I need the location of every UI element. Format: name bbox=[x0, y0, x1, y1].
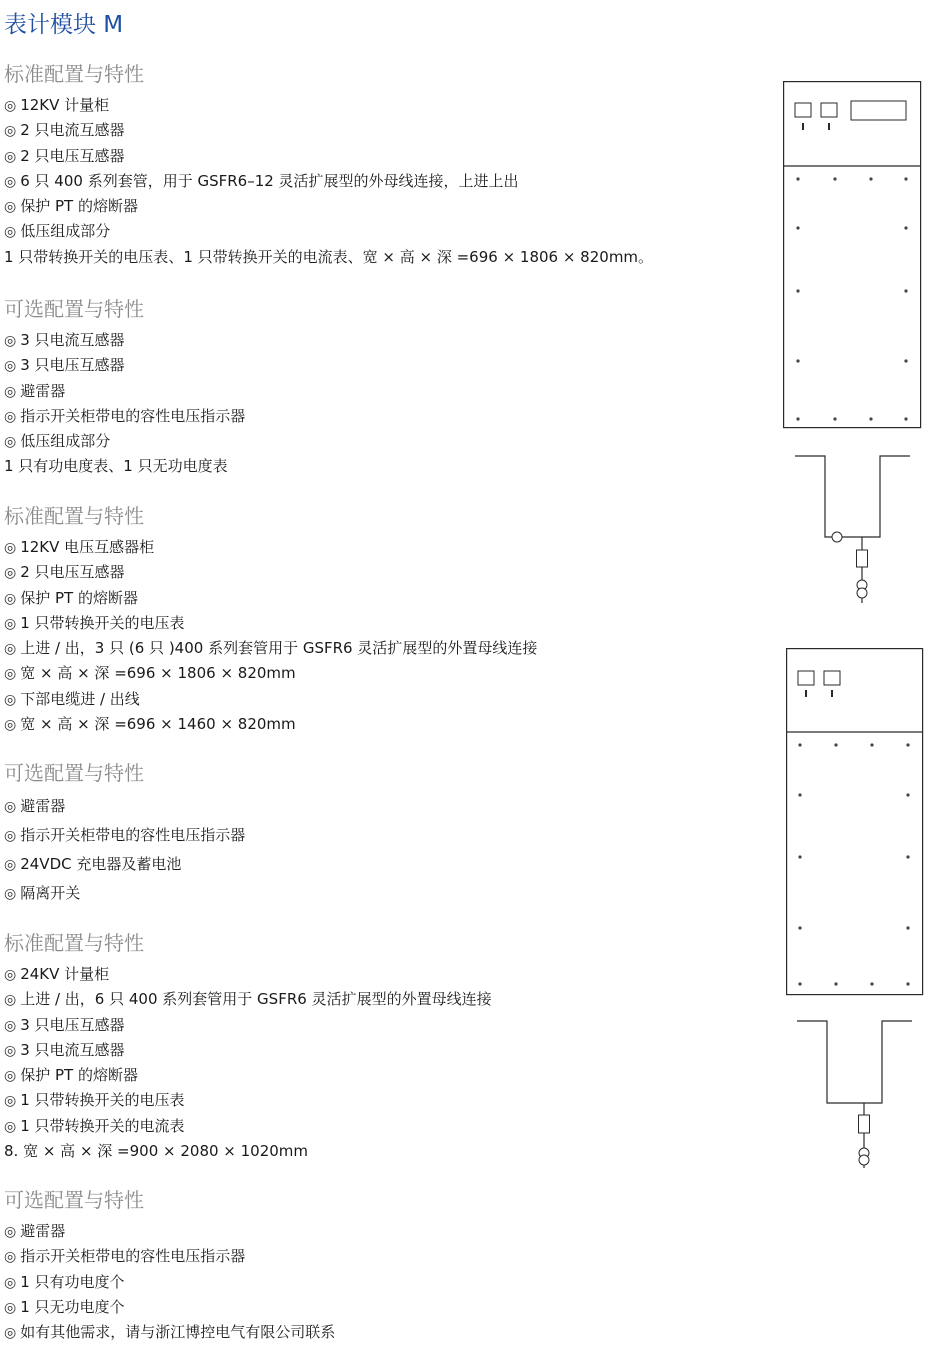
bullet-icon: ◎ bbox=[4, 98, 17, 114]
bullet-icon: ◎ bbox=[4, 1118, 17, 1135]
spec-item-text: 宽 × 高 × 深 =696 × 1806 × 820mm bbox=[20, 664, 296, 683]
bullet-icon: ◎ bbox=[4, 828, 17, 844]
spec-item-text: 下部电缆进 / 出线 bbox=[20, 689, 140, 708]
bullet-icon: ◎ bbox=[4, 1325, 17, 1342]
spec-item bbox=[4, 1295, 770, 1320]
spec-item bbox=[4, 1320, 770, 1345]
bullet-icon: ◎ bbox=[4, 123, 17, 140]
bullet-icon: ◎ bbox=[4, 565, 17, 582]
spec-list bbox=[4, 328, 770, 480]
bullet-icon: ◎ bbox=[4, 857, 17, 873]
spec-list bbox=[4, 93, 770, 270]
spec-section bbox=[0, 501, 770, 737]
spec-item-text: 1 只无功电度个 bbox=[20, 1297, 125, 1316]
spec-list bbox=[4, 792, 770, 908]
spec-list bbox=[4, 535, 770, 737]
spec-item-text: 隔离开关 bbox=[20, 884, 81, 902]
spec-item-text: 指示开关柜带电的容性电压指示器 bbox=[20, 406, 246, 425]
bullet-icon: ◎ bbox=[4, 590, 17, 607]
spec-item bbox=[4, 1038, 770, 1063]
spec-item bbox=[4, 1013, 770, 1038]
spec-item-text: 上进 / 出，6 只 400 系列套管用于 GSFR6 灵活扩展型的外置母线连接 bbox=[20, 990, 492, 1009]
page-title: 表计模块 M bbox=[4, 12, 124, 38]
spec-section bbox=[0, 1185, 770, 1345]
spec-item-text: 12KV 计量柜 bbox=[20, 96, 110, 114]
spec-item bbox=[4, 712, 770, 737]
section-heading: 标准配置与特性 bbox=[4, 931, 144, 955]
spec-item-text: 避雷器 bbox=[20, 797, 66, 815]
spec-item-text: 1 只带转换开关的电压表、1 只带转换开关的电流表、宽 × 高 × 深 =696 × 1806 × 820mm。 bbox=[4, 247, 654, 266]
spec-item-text: 1 只带转换开关的电压表 bbox=[20, 1091, 185, 1110]
spec-item bbox=[4, 429, 770, 454]
spec-item-text: 2 只电压互感器 bbox=[20, 146, 125, 165]
spec-item bbox=[4, 118, 770, 143]
bullet-icon: ◎ bbox=[4, 383, 17, 400]
cabinet-front-view-1 bbox=[783, 81, 923, 429]
spec-item-text: 6 只 400 系列套管，用于 GSFR6–12 灵活扩展型的外母线连接，上进上出 bbox=[20, 171, 519, 190]
spec-item-text: 12KV 电压互感器柜 bbox=[20, 538, 155, 556]
spec-item-text: 避雷器 bbox=[20, 381, 66, 400]
section-heading: 标准配置与特性 bbox=[4, 504, 144, 528]
bullet-icon: ◎ bbox=[4, 992, 17, 1009]
spec-item-text: 3 只电流互感器 bbox=[20, 1040, 125, 1059]
spec-item-text: 指示开关柜带电的容性电压指示器 bbox=[20, 1247, 246, 1266]
spec-item bbox=[4, 379, 770, 404]
bullet-icon: ◎ bbox=[4, 1299, 17, 1316]
spec-item-text: 3 只电压互感器 bbox=[20, 1015, 125, 1034]
spec-section bbox=[0, 928, 770, 1164]
spec-item-text: 1 只带转换开关的电压表 bbox=[20, 613, 185, 632]
spec-item bbox=[4, 687, 770, 712]
spec-item-text: 上进 / 出，3 只 (6 只 )400 系列套管用于 GSFR6 灵活扩展型的外置母线连接 bbox=[20, 639, 538, 658]
spec-item-text: 如有其他需求，请与浙江博控电气有限公司联系 bbox=[20, 1323, 336, 1342]
section-heading: 可选配置与特性 bbox=[4, 297, 144, 321]
spec-item bbox=[4, 962, 770, 987]
spec-item bbox=[4, 1063, 770, 1088]
bullet-icon: ◎ bbox=[4, 641, 17, 658]
bullet-icon: ◎ bbox=[4, 615, 17, 632]
spec-item-text: 保护 PT 的熔断器 bbox=[20, 588, 138, 607]
spec-item bbox=[4, 792, 770, 821]
spec-item bbox=[4, 1088, 770, 1113]
bullet-icon: ◎ bbox=[4, 1068, 17, 1085]
spec-item bbox=[4, 850, 770, 879]
spec-item bbox=[4, 144, 770, 169]
spec-item-text: 3 只电流互感器 bbox=[20, 331, 125, 349]
bullet-icon: ◎ bbox=[4, 666, 17, 683]
spec-section bbox=[0, 59, 770, 270]
spec-item bbox=[4, 661, 770, 686]
spec-item bbox=[4, 219, 770, 244]
spec-item-text: 1 只有功电度个 bbox=[20, 1272, 125, 1291]
bullet-icon: ◎ bbox=[4, 691, 17, 708]
spec-item bbox=[4, 1139, 770, 1164]
spec-item-text: 宽 × 高 × 深 =696 × 1460 × 820mm bbox=[20, 715, 296, 734]
spec-item bbox=[4, 328, 770, 353]
spec-item bbox=[4, 1270, 770, 1295]
spec-item bbox=[4, 1114, 770, 1139]
spec-section bbox=[0, 758, 770, 908]
spec-item-text: 2 只电流互感器 bbox=[20, 121, 125, 140]
section-heading: 标准配置与特性 bbox=[4, 62, 144, 86]
bullet-icon: ◎ bbox=[4, 799, 17, 815]
spec-item bbox=[4, 560, 770, 585]
spec-item-text: 2 只电压互感器 bbox=[20, 563, 125, 582]
spec-item-text: 3 只电压互感器 bbox=[20, 356, 125, 375]
spec-list bbox=[4, 1219, 770, 1345]
spec-item bbox=[4, 1244, 770, 1269]
spec-item bbox=[4, 1219, 770, 1244]
cabinet-front-view-2 bbox=[786, 648, 926, 996]
spec-item-text: 1 只有功电度表、1 只无功电度表 bbox=[4, 457, 228, 476]
section-heading: 可选配置与特性 bbox=[4, 1188, 144, 1212]
bullet-icon: ◎ bbox=[4, 886, 17, 902]
spec-item-text: 8. 宽 × 高 × 深 =900 × 2080 × 1020mm bbox=[4, 1142, 309, 1161]
spec-section bbox=[0, 294, 770, 480]
bullet-icon: ◎ bbox=[4, 967, 17, 983]
spec-item-text: 保护 PT 的熔断器 bbox=[20, 1066, 138, 1085]
spec-item bbox=[4, 611, 770, 636]
bullet-icon: ◎ bbox=[4, 358, 17, 375]
spec-item bbox=[4, 879, 770, 908]
spec-item bbox=[4, 821, 770, 850]
bullet-icon: ◎ bbox=[4, 1017, 17, 1034]
spec-item bbox=[4, 194, 770, 219]
spec-item-text: 1 只带转换开关的电流表 bbox=[20, 1116, 185, 1135]
spec-item-text: 指示开关柜带电的容性电压指示器 bbox=[20, 826, 246, 844]
bullet-icon: ◎ bbox=[4, 199, 17, 216]
section-heading: 可选配置与特性 bbox=[4, 761, 144, 785]
spec-item bbox=[4, 93, 770, 118]
spec-item-text: 低压组成部分 bbox=[20, 432, 111, 451]
spec-list bbox=[4, 962, 770, 1164]
spec-item-text: 低压组成部分 bbox=[20, 222, 111, 241]
bullet-icon: ◎ bbox=[4, 173, 17, 190]
spec-item bbox=[4, 636, 770, 661]
bullet-icon: ◎ bbox=[4, 434, 17, 451]
spec-item bbox=[4, 169, 770, 194]
bullet-icon: ◎ bbox=[4, 408, 17, 425]
spec-item bbox=[4, 987, 770, 1012]
bullet-icon: ◎ bbox=[4, 1224, 17, 1240]
spec-item bbox=[4, 454, 770, 479]
bullet-icon: ◎ bbox=[4, 224, 17, 241]
bullet-icon: ◎ bbox=[4, 333, 17, 349]
bullet-icon: ◎ bbox=[4, 148, 17, 165]
single-line-diagram-1 bbox=[795, 453, 915, 605]
spec-item bbox=[4, 353, 770, 378]
bullet-icon: ◎ bbox=[4, 540, 17, 556]
spec-item-text: 保护 PT 的熔断器 bbox=[20, 197, 138, 216]
spec-item-text: 避雷器 bbox=[20, 1222, 66, 1240]
bullet-icon: ◎ bbox=[4, 1042, 17, 1059]
bullet-icon: ◎ bbox=[4, 1249, 17, 1266]
spec-item bbox=[4, 404, 770, 429]
spec-item bbox=[4, 586, 770, 611]
spec-item bbox=[4, 535, 770, 560]
single-line-diagram-2 bbox=[797, 1018, 917, 1170]
spec-item bbox=[4, 245, 770, 270]
bullet-icon: ◎ bbox=[4, 1274, 17, 1291]
spec-item-text: 24VDC 充电器及蓄电池 bbox=[20, 855, 182, 873]
spec-item-text: 24KV 计量柜 bbox=[20, 965, 110, 983]
bullet-icon: ◎ bbox=[4, 717, 17, 734]
bullet-icon: ◎ bbox=[4, 1093, 17, 1110]
